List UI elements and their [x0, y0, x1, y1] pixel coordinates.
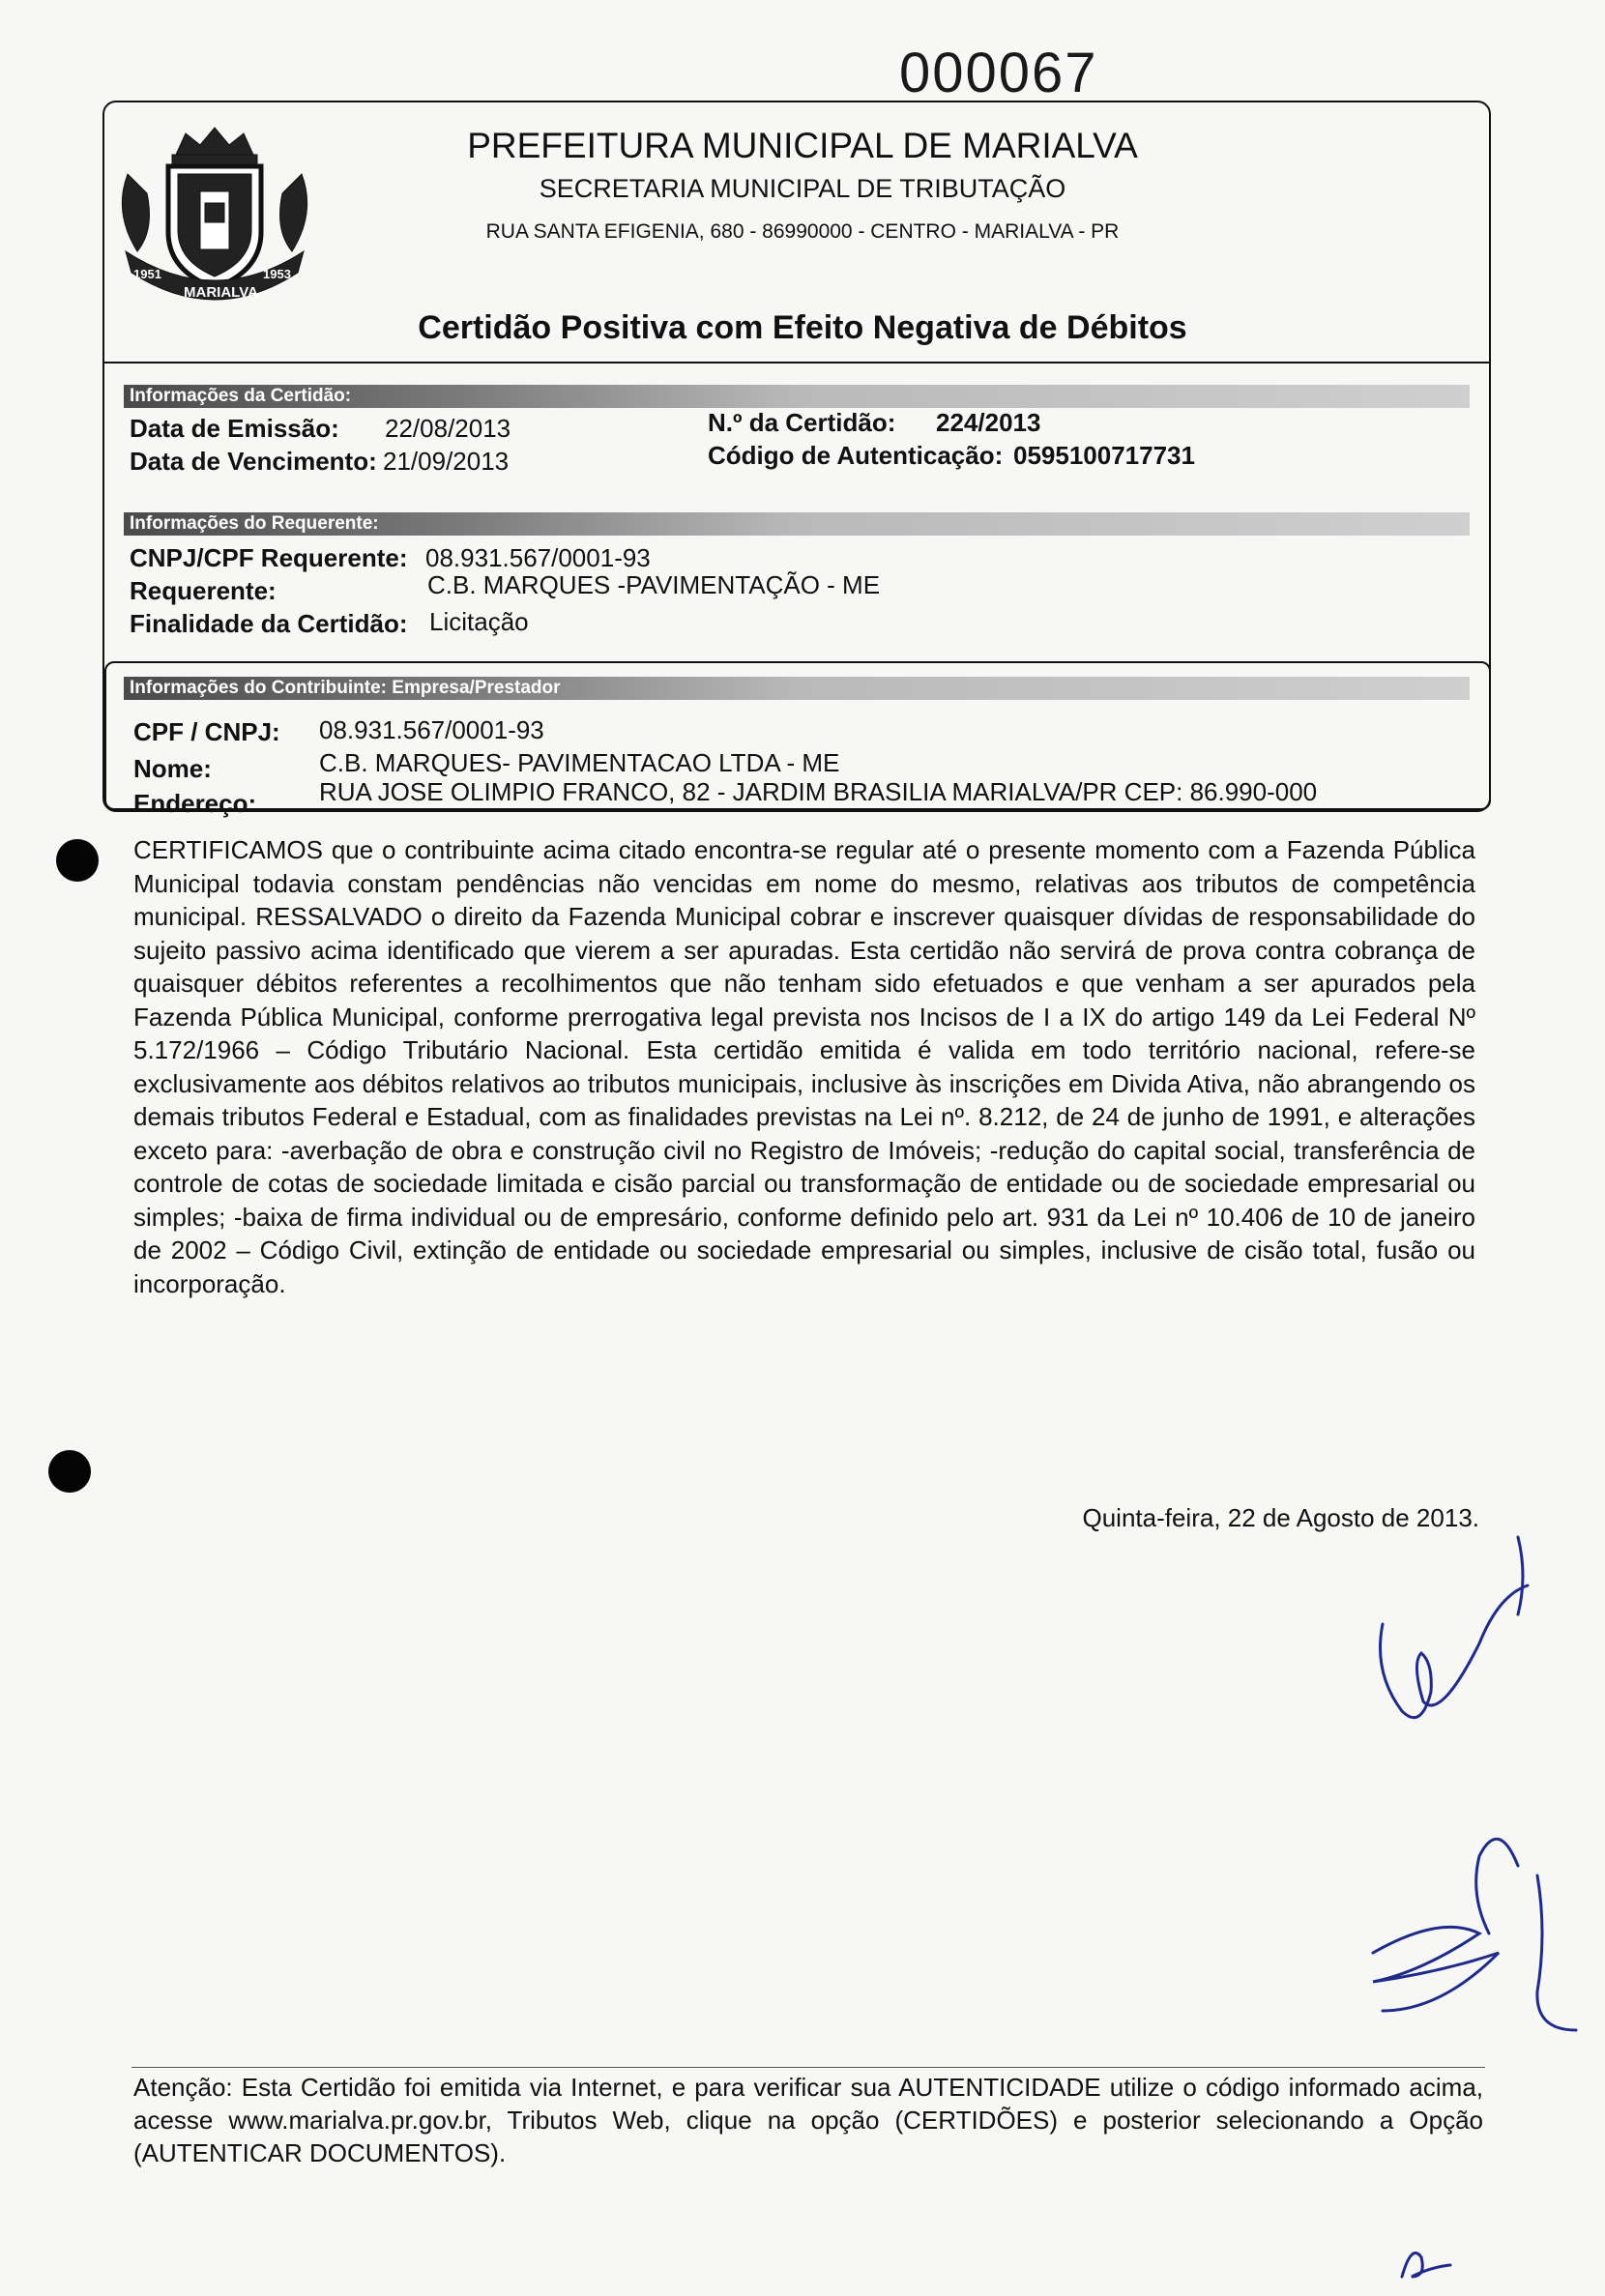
- taxpayer-address-label: Endereço:: [133, 789, 257, 818]
- certification-body: CERTIFICAMOS que o contribuinte acima citado encontra-se regular até o presente momento com a Fazenda Pública Municipal todavia constam pendências não vencidas em nome do mesmo, relativas aos tributos de competência municipal. RESSALVADO o direito da Fazenda Municipal cobrar e inscrever quaisquer dívidas de responsabilidade do sujeito passivo acima identificado que vierem a ser apuradas. Esta certidão não servirá de prova contra cobrança de quaisquer débitos referentes a recolhimentos que não tenham sido efetuados e que venham a ser apurados pela Fazenda Pública Municipal, conforme prerrogativa legal prevista nos Incisos de I a IX do artigo 149 da Lei Federal Nº 5.172/1966 – Código Tributário Nacional. Esta certidão emitida é valida em todo território nacional, refere-se exclusivamente aos débitos relativos ao tributos municipais, inclusive às inscrições em Divida Ativa, não abrangendo os demais tributos Federal e Estadual, com as finalidades previstas na Lei nº. 8.212, de 24 de junho de 1991, e alterações exceto para: -averbação de obra e construção civil no Registro de Imóveis; -redução do capital social, transferência de controle de cotas de sociedade limitada e cisão parcial ou transformação de entidade ou de sociedade empresarial ou simples; -baixa de firma individual ou de empresário, conforme definido pelo art. 931 da Lei nº 10.406 de 10 de janeiro de 2002 – Código Civil, extinção de entidade ou sociedade empresarial ou simples, inclusive de cisão total, fusão ou incorporação.: [133, 835, 1475, 1298]
- header-address: RUA SANTA EFIGENIA, 680 - 86990000 - CENTRO - MARIALVA - PR: [485, 220, 1120, 243]
- page-number: 000067: [899, 42, 1098, 104]
- taxpayer-label: Informações do Contribuinte: Empresa/Prestador: [130, 678, 561, 698]
- header-subtitle: SECRETARIA MUNICIPAL DE TRIBUTAÇÃO: [539, 174, 1066, 203]
- crest-year-left: 1951: [133, 267, 161, 281]
- initials-icon: [1392, 2238, 1508, 2286]
- punch-hole-bottom: [48, 1450, 91, 1493]
- requester-name-label: Requerente:: [130, 576, 277, 605]
- date-line: Quinta-feira, 22 de Agosto de 2013.: [1082, 1503, 1479, 1532]
- crest-name: MARIALVA: [184, 284, 258, 301]
- purpose-label: Finalidade da Certidão:: [130, 609, 408, 638]
- header-title: PREFEITURA MUNICIPAL DE MARIALVA: [467, 126, 1138, 165]
- taxpayer-name: C.B. MARQUES- PAVIMENTACAO LTDA - ME: [319, 748, 840, 777]
- due-date: 21/09/2013: [383, 447, 510, 476]
- cert-info-label: Informações da Certidão:: [130, 386, 352, 406]
- issue-date-label: Data de Emissão:: [130, 414, 339, 443]
- authentication-notice: Atenção: Esta Certidão foi emitida via Internet, e para verificar sua AUTENTICIDADE utilize o código informado acima, acesse www.marialva.pr.gov.br, Tributos Web, clique na opção (CERTIDÕES) e posterior selecionando a Opção (AUTENTICAR DOCUMENTOS).: [133, 2073, 1483, 2167]
- punch-hole-top: [56, 839, 99, 882]
- requester-cnpj-label: CNPJ/CPF Requerente:: [130, 543, 408, 572]
- cert-number-label: N.º da Certidão:: [708, 408, 896, 437]
- requester-name: C.B. MARQUES -PAVIMENTAÇÃO - ME: [427, 570, 881, 599]
- crest-year-right: 1953: [263, 267, 291, 281]
- certificate-title: Certidão Positiva com Efeito Negativa de Débitos: [418, 309, 1187, 346]
- issue-date: 22/08/2013: [385, 414, 511, 443]
- handwritten-signature-icon: [1363, 1527, 1586, 2069]
- auth-code: 0595100717731: [1013, 441, 1195, 470]
- taxpayer-address: RUA JOSE OLIMPIO FRANCO, 82 - JARDIM BRASILIA MARIALVA/PR CEP: 86.990-000: [319, 777, 1318, 806]
- purpose: Licitação: [429, 607, 529, 636]
- title-separator: [102, 362, 1489, 363]
- due-date-label: Data de Vencimento:: [130, 447, 377, 476]
- requester-cnpj: 08.931.567/0001-93: [425, 543, 651, 572]
- taxpayer-cnpj-label: CPF / CNPJ:: [133, 717, 280, 746]
- taxpayer-name-label: Nome:: [133, 754, 212, 783]
- requester-label: Informações do Requerente:: [130, 513, 379, 534]
- auth-code-label: Código de Autenticação:: [708, 441, 1004, 470]
- taxpayer-cnpj: 08.931.567/0001-93: [319, 715, 544, 744]
- footer-rule: [131, 2067, 1485, 2068]
- cert-number: 224/2013: [936, 408, 1041, 437]
